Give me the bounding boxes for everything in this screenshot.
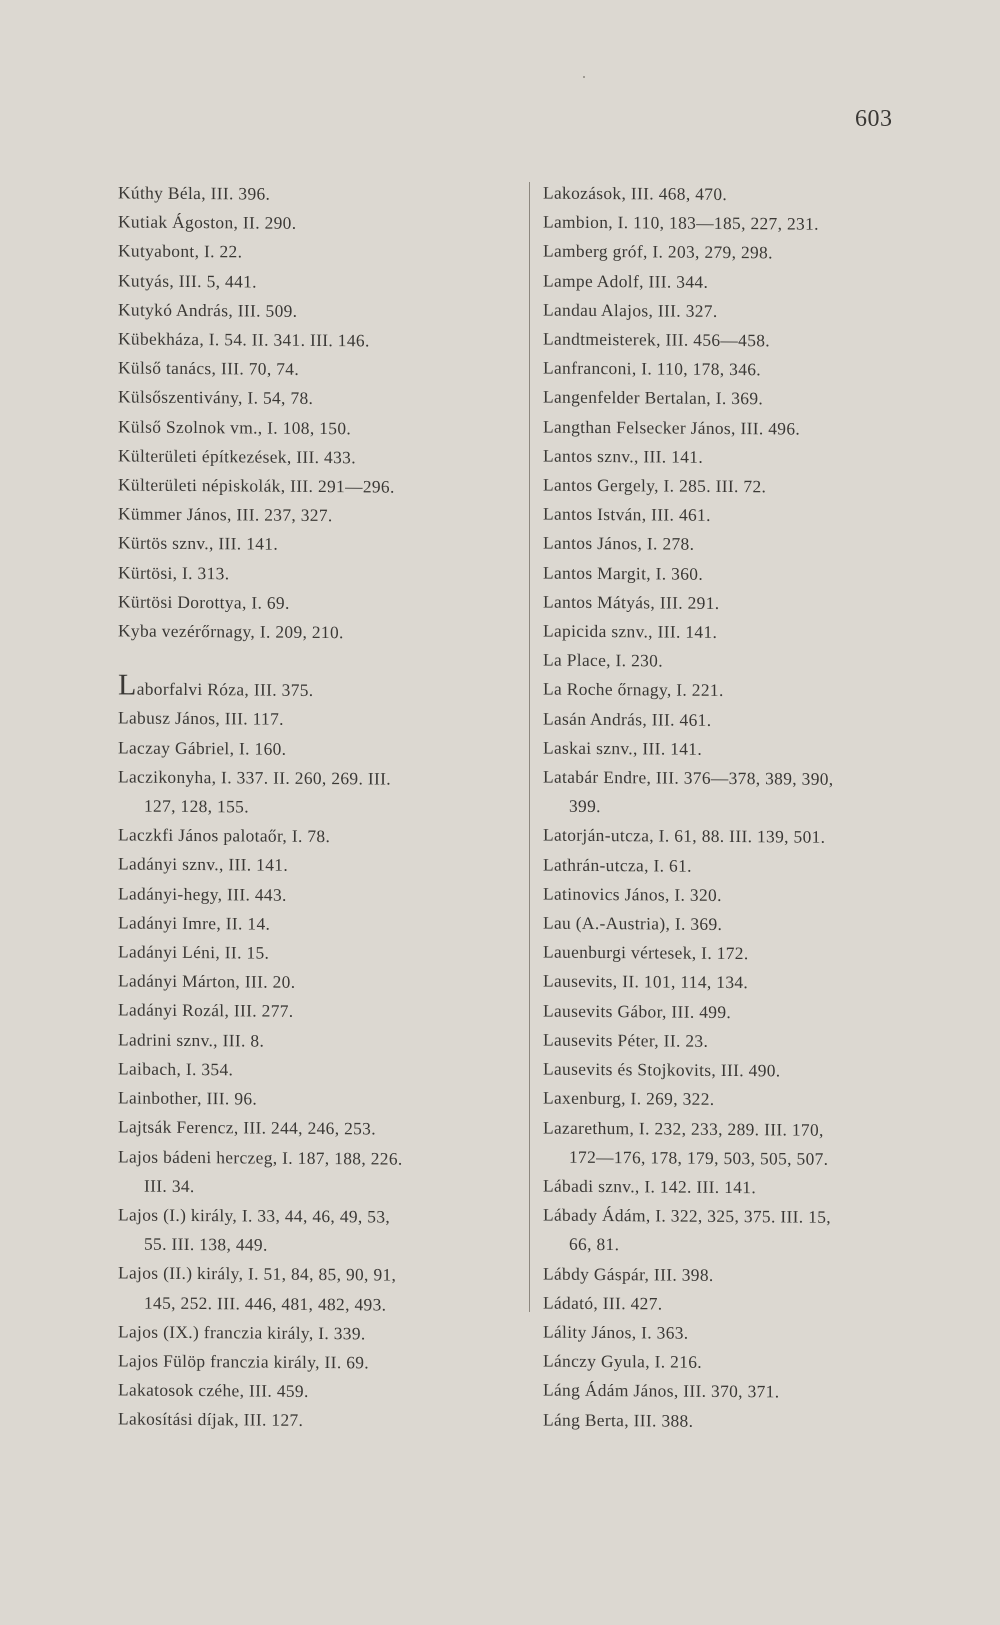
index-entry-text: Latinovics János, I. 320. bbox=[543, 883, 722, 905]
index-entry bbox=[543, 675, 913, 707]
index-entry bbox=[543, 529, 913, 561]
index-entry-text: Kürtösi, I. 313. bbox=[118, 562, 230, 583]
index-entry-text: Lakozások, III. 468, 470. bbox=[543, 182, 728, 204]
column-divider bbox=[529, 182, 530, 1312]
index-entry bbox=[543, 1084, 913, 1116]
index-entry bbox=[543, 1171, 913, 1203]
index-entry bbox=[543, 821, 913, 853]
index-entry bbox=[543, 558, 913, 590]
index-entry bbox=[543, 850, 913, 882]
index-entry bbox=[543, 412, 913, 444]
index-entry bbox=[543, 1025, 913, 1057]
index-entry bbox=[118, 237, 518, 269]
index-entry-text: Lau (A.-Austria), I. 369. bbox=[543, 912, 723, 935]
index-entry-text: Langthan Felsecker János, III. 496. bbox=[543, 416, 801, 439]
index-entry bbox=[118, 266, 518, 298]
index-entry-text: Laczkfi János palotaőr, I. 78. bbox=[118, 824, 331, 847]
index-entry bbox=[118, 1025, 518, 1057]
index-entry bbox=[118, 967, 518, 999]
index-entry bbox=[118, 938, 518, 970]
index-entry bbox=[543, 909, 913, 941]
index-entry-text: Lantos István, III. 461. bbox=[543, 503, 711, 526]
index-entry-text: Lasán András, III. 461. bbox=[543, 708, 712, 730]
index-entry-text: Lajtsák Ferencz, III. 244, 246, 253. bbox=[118, 1116, 376, 1139]
index-entry-text: Külső tanács, III. 70, 74. bbox=[118, 357, 300, 380]
index-entry bbox=[118, 1200, 518, 1232]
index-entry bbox=[118, 908, 518, 940]
index-entry bbox=[118, 1405, 518, 1437]
index-entry bbox=[543, 996, 913, 1028]
index-entry bbox=[543, 1201, 913, 1233]
index-entry bbox=[118, 441, 518, 473]
index-entry-text: Lajos (I.) király, I. 33, 44, 46, 49, 53, bbox=[118, 1204, 391, 1227]
index-entry bbox=[543, 441, 913, 473]
index-column-right bbox=[543, 179, 913, 1438]
index-entry-text: La Roche őrnagy, I. 221. bbox=[543, 679, 724, 701]
index-entry-text: Külterületi népiskolák, III. 291—296. bbox=[118, 474, 395, 497]
index-entry-text: Laibach, I. 354. bbox=[118, 1058, 234, 1080]
index-entry-text: Ladányi-hegy, III. 443. bbox=[118, 883, 287, 905]
index-entry-text: Lausevits és Stojkovits, III. 490. bbox=[543, 1058, 781, 1081]
index-entry-text: Landau Alajos, III. 327. bbox=[543, 299, 718, 321]
index-entry-text: Labusz János, III. 117. bbox=[118, 707, 284, 730]
index-entry-text: Ladányi Márton, III. 20. bbox=[118, 970, 296, 993]
index-entry bbox=[543, 237, 913, 269]
page-number: 603 bbox=[855, 106, 893, 132]
index-entry-text: Láng Berta, III. 388. bbox=[543, 1409, 694, 1431]
index-entry bbox=[118, 668, 518, 707]
index-entry-text: Lantos János, I. 278. bbox=[543, 532, 695, 555]
paper-speck bbox=[583, 76, 585, 78]
index-entry bbox=[543, 1405, 913, 1437]
index-entry bbox=[543, 938, 913, 970]
index-entry bbox=[118, 762, 518, 794]
index-entry bbox=[118, 1113, 518, 1145]
index-entry-continuation bbox=[543, 792, 913, 824]
index-entry-text: Lakatosok czéhe, III. 459. bbox=[118, 1379, 309, 1402]
index-entry-text: Landtmeisterek, III. 456—458. bbox=[543, 328, 770, 351]
index-entry-text: Külsőszentivány, I. 54, 78. bbox=[118, 386, 314, 409]
index-entry-text: Külső Szolnok vm., I. 108, 150. bbox=[118, 416, 352, 438]
index-entry bbox=[118, 324, 518, 356]
index-entry-text: Laczikonyha, I. 337. II. 260, 269. III. bbox=[118, 766, 391, 789]
index-entry-text: 127, 128, 155. bbox=[144, 795, 249, 817]
index-entry bbox=[118, 996, 518, 1028]
index-entry-text: Lánczy Gyula, I. 216. bbox=[543, 1350, 702, 1372]
index-entry-text: Lamberg gróf, I. 203, 279, 298. bbox=[543, 240, 773, 263]
index-entry-text: Lausevits Péter, II. 23. bbox=[543, 1029, 709, 1051]
index-entry bbox=[118, 704, 518, 736]
index-entry-continuation bbox=[118, 1171, 518, 1203]
index-entry-text: Lausevits, II. 101, 114, 134. bbox=[543, 971, 749, 993]
index-entry bbox=[118, 500, 518, 532]
index-entry bbox=[543, 733, 913, 765]
index-entry bbox=[543, 208, 913, 240]
index-entry-text: Lauenburgi vértesek, I. 172. bbox=[543, 941, 749, 964]
index-entry-continuation bbox=[543, 1142, 913, 1174]
index-entry bbox=[118, 850, 518, 882]
index-entry-text: Kutykó András, III. 509. bbox=[118, 299, 298, 321]
index-entry-text: Ladányi Rozál, III. 277. bbox=[118, 999, 294, 1022]
index-entry-text: Latabár Endre, III. 376—378, 389, 390, bbox=[543, 766, 834, 789]
index-entry bbox=[543, 967, 913, 999]
index-entry-text: Kutiak Ágoston, II. 290. bbox=[118, 211, 297, 234]
index-entry-text: Ladányi Léni, II. 15. bbox=[118, 941, 270, 963]
index-entry-text: La Place, I. 230. bbox=[543, 649, 663, 671]
index-entry-text: Lazarethum, I. 232, 233, 289. III. 170, bbox=[543, 1117, 824, 1140]
index-entry-text: Kübekháza, I. 54. II. 341. III. 146. bbox=[118, 328, 370, 351]
index-entry-text: Ladányi sznv., III. 141. bbox=[118, 853, 289, 876]
index-entry bbox=[543, 646, 913, 678]
index-entry bbox=[118, 383, 518, 415]
index-entry bbox=[118, 178, 518, 210]
index-entry-text: Lantos sznv., III. 141. bbox=[543, 445, 704, 467]
index-entry bbox=[543, 763, 913, 795]
index-entry-text: Lálity János, I. 363. bbox=[543, 1321, 689, 1343]
index-entry bbox=[118, 733, 518, 765]
index-entry bbox=[543, 617, 913, 649]
index-entry bbox=[118, 529, 518, 561]
index-entry-text: Lábady Ádám, I. 322, 325, 375. III. 15, bbox=[543, 1204, 831, 1227]
index-entry bbox=[118, 295, 518, 327]
index-entry-text: Lantos Gergely, I. 285. III. 72. bbox=[543, 474, 767, 497]
index-entry-continuation bbox=[118, 1230, 518, 1262]
index-entry-text: Kutyabont, I. 22. bbox=[118, 240, 243, 262]
index-entry bbox=[543, 383, 913, 415]
index-entry-text: Kümmer János, III. 237, 327. bbox=[118, 503, 333, 526]
index-entry-text: Lausevits Gábor, III. 499. bbox=[543, 1000, 732, 1022]
index-entry bbox=[118, 412, 518, 444]
index-entry-text: Lantos Mátyás, III. 291. bbox=[543, 591, 720, 613]
index-entry bbox=[118, 1317, 518, 1349]
index-entry bbox=[543, 471, 913, 503]
index-entry bbox=[543, 500, 913, 532]
index-entry-continuation bbox=[543, 1230, 913, 1262]
index-entry-text: Lajos (IX.) franczia király, I. 339. bbox=[118, 1321, 366, 1344]
index-entry bbox=[543, 1376, 913, 1408]
index-column-left bbox=[118, 178, 518, 1437]
index-entry bbox=[118, 1259, 518, 1291]
index-entry-text: Laskai sznv., III. 141. bbox=[543, 737, 703, 759]
index-entry-text: Kürtös sznv., III. 141. bbox=[118, 532, 279, 555]
index-entry-text: Langenfelder Bertalan, I. 369. bbox=[543, 386, 764, 409]
index-entry bbox=[543, 1288, 913, 1320]
index-entry-text: Kutyás, III. 5, 441. bbox=[118, 270, 257, 292]
index-entry-text: Lajos Fülöp franczia király, II. 69. bbox=[118, 1350, 369, 1373]
index-entry bbox=[118, 1084, 518, 1116]
index-entry bbox=[118, 470, 518, 502]
index-entry-continuation bbox=[118, 791, 518, 823]
index-entry-text: Lathrán-utcza, I. 61. bbox=[543, 854, 692, 876]
index-entry-text: aborfalvi Róza, III. 375. bbox=[136, 678, 314, 701]
index-entry bbox=[118, 821, 518, 853]
index-entry-text: Kürtösi Dorottya, I. 69. bbox=[118, 591, 290, 613]
index-entry-text: Lampe Adolf, III. 344. bbox=[543, 270, 709, 292]
index-entry-text: Lábadi sznv., I. 142. III. 141. bbox=[543, 1175, 757, 1198]
index-entry-text: 145, 252. III. 446, 481, 482, 493. bbox=[144, 1292, 387, 1315]
index-entry-text: Latorján-utcza, I. 61, 88. III. 139, 501. bbox=[543, 825, 826, 848]
index-entry-text: Laczay Gábriel, I. 160. bbox=[118, 737, 287, 759]
index-entry-text: Láng Ádám János, III. 370, 371. bbox=[543, 1379, 780, 1402]
index-entry-text: Lantos Margit, I. 360. bbox=[543, 562, 704, 584]
index-entry-text: Lanfranconi, I. 110, 178, 346. bbox=[543, 357, 762, 380]
index-entry bbox=[118, 587, 518, 619]
index-entry bbox=[118, 1142, 518, 1174]
index-entry bbox=[118, 879, 518, 911]
index-entry-text: Lajos bádeni herczeg, I. 187, 188, 226. bbox=[118, 1145, 403, 1169]
index-entry bbox=[118, 1054, 518, 1086]
section-initial-letter: L bbox=[118, 668, 137, 702]
index-entry bbox=[543, 266, 913, 298]
index-entry bbox=[543, 1113, 913, 1145]
index-entry bbox=[543, 1347, 913, 1379]
index-entry bbox=[543, 354, 913, 386]
index-entry bbox=[118, 1376, 518, 1408]
index-entry bbox=[118, 1346, 518, 1378]
index-entry bbox=[543, 325, 913, 357]
index-entry bbox=[543, 1317, 913, 1349]
index-entry-text: Lainbother, III. 96. bbox=[118, 1087, 258, 1109]
index-entry bbox=[543, 587, 913, 619]
index-entry-text: 66, 81. bbox=[569, 1234, 620, 1255]
index-entry bbox=[118, 558, 518, 590]
index-entry bbox=[118, 354, 518, 386]
index-entry-text: Laxenburg, I. 269, 322. bbox=[543, 1087, 715, 1110]
index-entry-text: Lábdy Gáspár, III. 398. bbox=[543, 1263, 714, 1285]
index-entry-text: Ládató, III. 427. bbox=[543, 1292, 663, 1314]
index-entry-text: Lapicida sznv., III. 141. bbox=[543, 620, 718, 642]
index-entry bbox=[543, 179, 913, 211]
index-entry bbox=[543, 295, 913, 327]
index-entry-text: Kyba vezérőrnagy, I. 209, 210. bbox=[118, 620, 344, 643]
index-entry bbox=[543, 1259, 913, 1291]
index-entry-text: 399. bbox=[569, 796, 601, 817]
index-entry-text: Lajos (II.) király, I. 51, 84, 85, 90, 91, bbox=[118, 1262, 397, 1285]
index-entry bbox=[543, 1055, 913, 1087]
index-entry-text: 55. III. 138, 449. bbox=[144, 1233, 268, 1255]
index-entry-continuation bbox=[118, 1288, 518, 1320]
index-entry-text: Lambion, I. 110, 183—185, 227, 231. bbox=[543, 211, 819, 234]
index-entry bbox=[118, 616, 518, 648]
index-entry bbox=[118, 208, 518, 240]
index-entry-text: Kúthy Béla, III. 396. bbox=[118, 182, 271, 204]
index-entry-text: III. 34. bbox=[144, 1175, 195, 1196]
index-entry-text: Ladrini sznv., III. 8. bbox=[118, 1029, 265, 1051]
index-entry-text: Ladányi Imre, II. 14. bbox=[118, 912, 271, 934]
index-entry-text: 172—176, 178, 179, 503, 505, 507. bbox=[569, 1146, 829, 1169]
index-entry bbox=[543, 879, 913, 911]
index-entry-text: Külterületi építkezések, III. 433. bbox=[118, 445, 356, 468]
index-entry-text: Lakosítási díjak, III. 127. bbox=[118, 1408, 304, 1431]
index-entry bbox=[543, 704, 913, 736]
